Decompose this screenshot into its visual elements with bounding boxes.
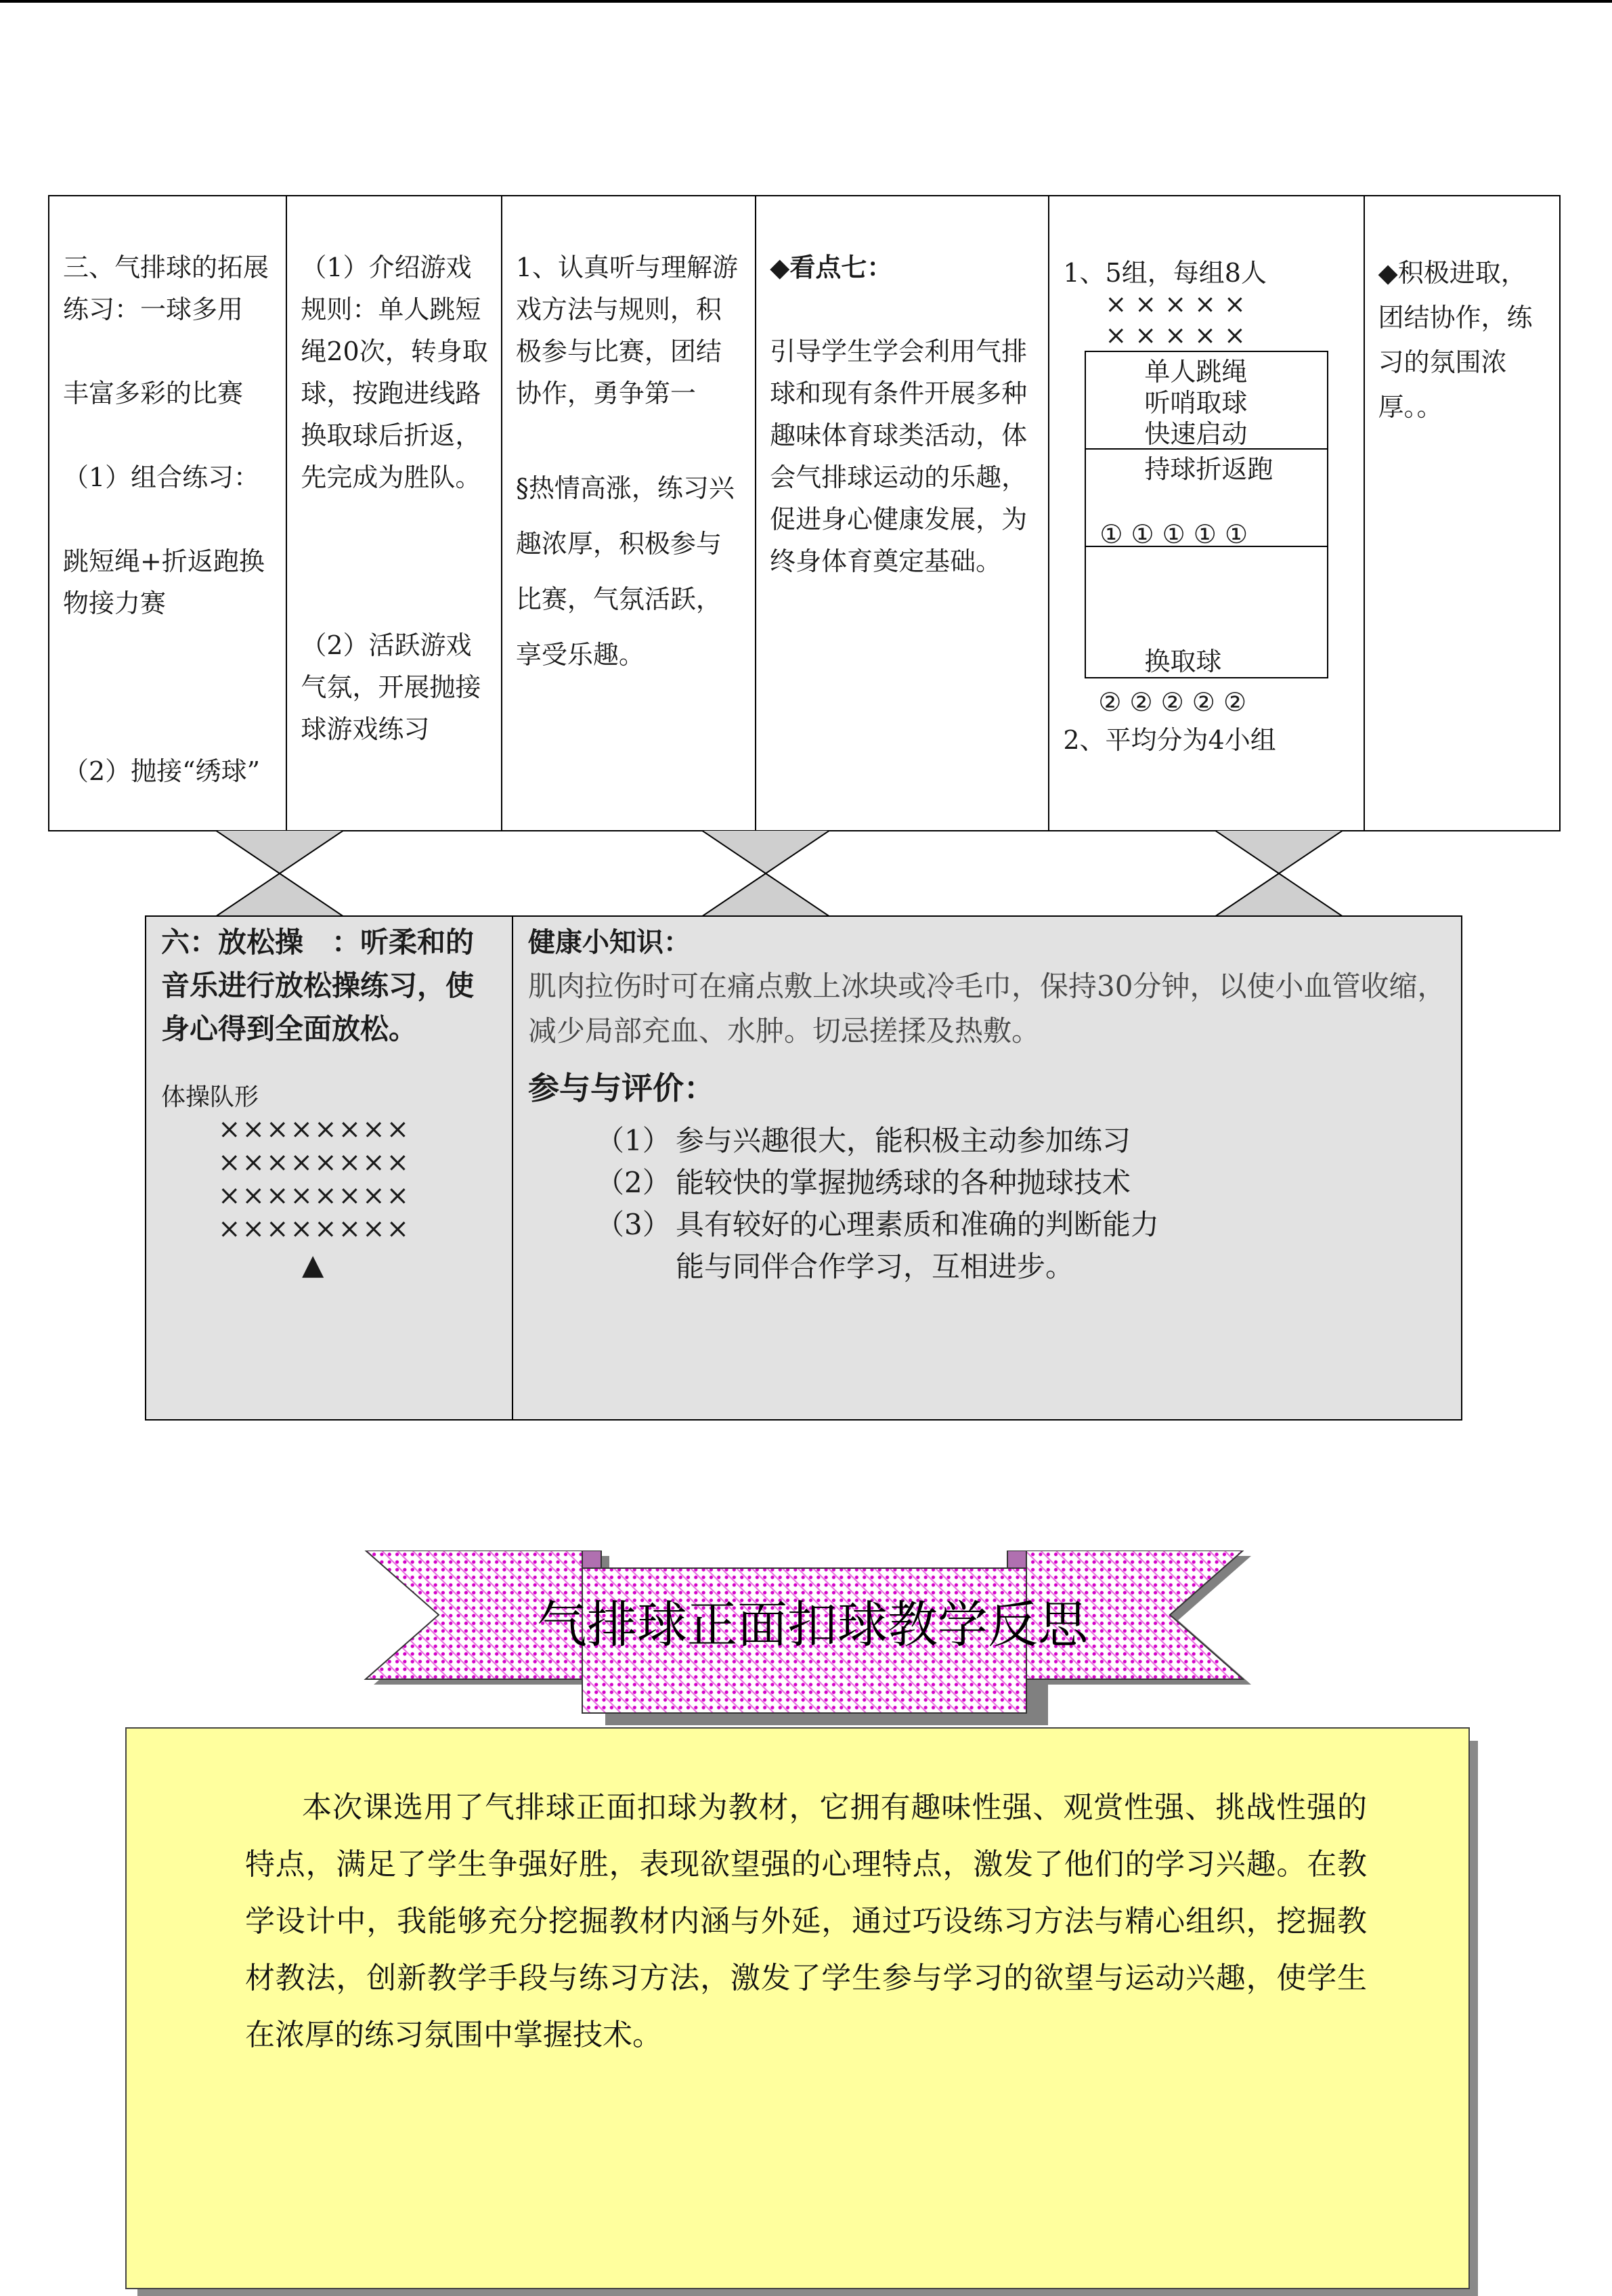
zone-shuttle-run [1085,448,1328,547]
student-activity-2: §热情高涨，练习兴趣浓厚，积极参与比赛，气氛活跃，享受乐趣。 [515,473,735,670]
evaluation-text: 参与兴趣很大，能积极主动参加练习 [676,1124,1131,1157]
reflection-note [125,1727,1470,2289]
zone-label: 持球折返跑 [1144,454,1273,484]
cross-row: × × × × × [1105,289,1246,319]
teacher-activity-2: （2）活跃游戏气氛，开展抛接球游戏练习 [301,630,481,744]
health-text: 肌肉拉伤时可在痛点敷上冰块或冷毛巾，保持30分钟，以使小血管收缩，减少局部充血、水肿。切忌搓揉及热敷。 [528,970,1446,1047]
lesson-table [48,195,1561,831]
evaluation-number: （1） [596,1124,671,1157]
evaluation-continuation: 能与同伴合作学习，互相进步。 [676,1250,1074,1283]
student-activity-1: 1、认真听与理解游戏方法与规则，积极参与比赛，团结协作，勇争第一 [515,253,738,408]
evaluation-list [528,1120,1447,1288]
spacer [63,666,274,708]
formation-row: ×××××××× [218,1180,411,1211]
evaluation-text: 能较快的掌握抛绣球的各种抛球技术 [676,1166,1131,1199]
evaluation-number: （3） [596,1208,671,1241]
practice-line: （2）抛接“绣球” [63,756,261,786]
split-label: 2、平均分为4小组 [1063,725,1276,755]
practice-line: 三、气排球的拓展练习：一球多用 [63,253,269,324]
practice-line: （1）组合练习： [63,462,260,492]
zone-jump-rope [1085,351,1328,450]
formation-label: 体操队形 [161,1083,259,1111]
group-row-2: ② ② ② ② ② [1098,687,1247,717]
zone-label: 听哨取球 [1144,388,1248,418]
practice-content-cell [49,196,287,830]
formation-row: ×××××××× [218,1114,411,1145]
effect-text: ◆积极进取，团结协作，练习的氛围浓厚。。 [1378,258,1533,422]
formation-row: ×××××××× [218,1213,411,1244]
highlight-cell [756,196,1049,830]
banner-title: 气排球正面扣球教学反思 [537,1596,1088,1654]
evaluation-item [596,1204,1447,1246]
reflection-text: 本次课选用了气排球正面扣球为教材，它拥有趣味性强、观赏性强、挑战性强的特点，满足了学生争强好胜，表现欲望强的心理特点，激发了他们的学习兴趣。在教学设计中，我能够充分挖掘教材内涵与外延，通过巧设练习方法与精心组织，挖掘教材教法，创新教学手段与练习方法，激发了学生参与学习的欲望与运动兴趣，使学生在浓厚的练习氛围中掌握技术。 [245,1790,1367,2052]
practice-line: 丰富多彩的比赛 [63,378,244,408]
evaluation-item [596,1120,1447,1162]
cross-row: × × × × × [1105,320,1246,350]
zone-exchange-ball [1085,546,1328,678]
top-rule [0,0,1612,3]
practice-line: 跳短绳+折返跑换物接力赛 [63,546,265,618]
group-row-1: ① ① ① ① ① [1099,519,1248,549]
health-title: 健康小知识： [528,927,691,958]
health-section [513,917,1461,1419]
evaluation-title: 参与与评价： [528,1070,715,1106]
student-activity-cell [502,196,756,830]
organization-diagram [1063,252,1361,830]
teacher-activity-1: （1）介绍游戏规则：单人跳短绳20次，转身取球，按跑进线路换取球后折返，先完成为胜队。 [301,253,488,492]
connector-shape [701,830,830,917]
relax-section [146,917,513,1419]
highlight-body: 引导学生学会利用气排球和现有条件开展多种趣味体育球类活动，体会气排球运动的乐趣，促进身心健康发展，为终身体育奠定基础。 [770,337,1028,576]
groups-label: 1、5组，每组8人 [1063,258,1267,288]
effect-cell [1365,196,1560,830]
organization-diagram-cell [1049,196,1364,830]
connector-shape [1215,830,1343,917]
teacher-triangle-icon: ▲ [302,1248,324,1281]
formation-row: ×××××××× [218,1147,411,1178]
zone-label: 快速启动 [1144,419,1248,449]
relax-title: 六：放松操 ：听柔和的音乐进行放松操练习，使身心得到全面放松。 [161,926,475,1045]
spacer [301,540,488,582]
highlight-heading: ◆看点七： [770,252,893,282]
evaluation-number: （2） [596,1166,671,1199]
cooldown-panel [145,915,1462,1421]
evaluation-text: 具有较好的心理素质和准确的判断能力 [676,1208,1160,1241]
zone-label: 单人跳绳 [1144,357,1248,387]
evaluation-item [596,1162,1447,1204]
connector-shape [215,830,344,917]
teacher-activity-cell [287,196,502,830]
zone-label: 换取球 [1144,647,1222,676]
